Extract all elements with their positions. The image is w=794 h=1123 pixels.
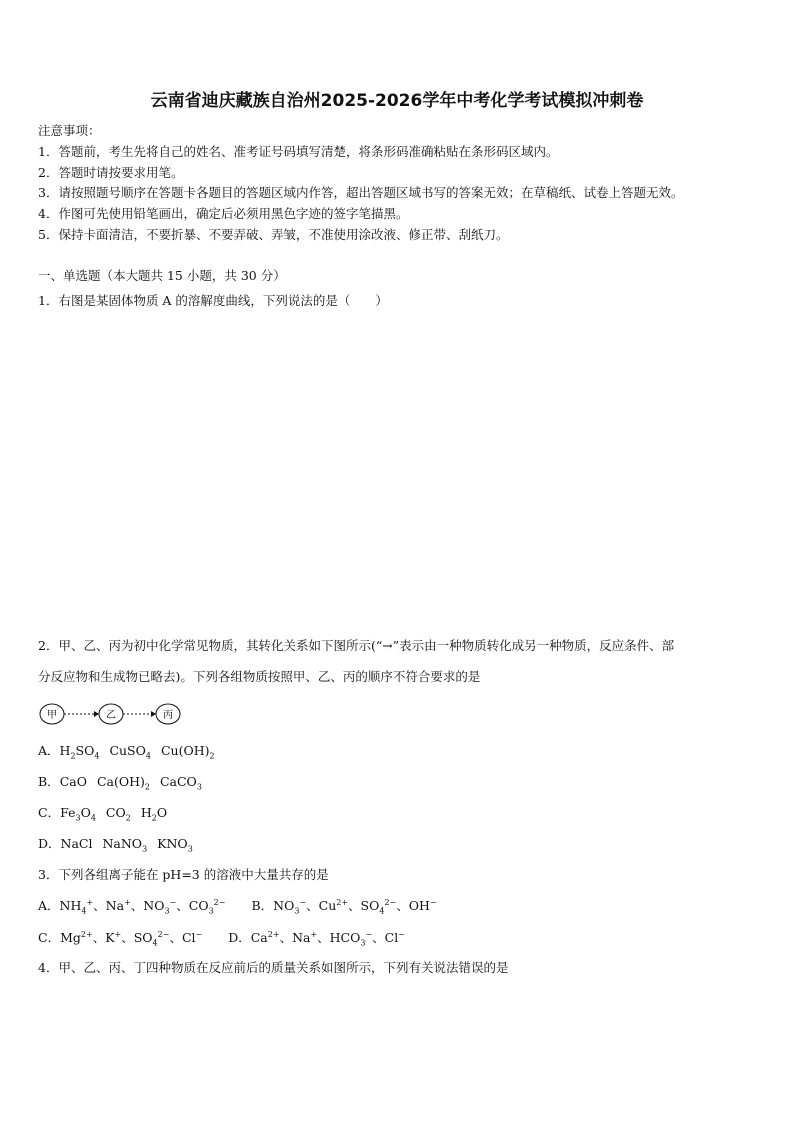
question-3-stem: 3．下列各组离子能在 pH=3 的溶液中大量共存的是 bbox=[38, 867, 329, 882]
q3-options-ab: A．$NH_4^+$、Na+、$NO_3^-$、$CO_3^{2-}$ B．$NO_3^-$、$Cu^{2+}$、$SO_4^{2-}$、OH− bbox=[38, 897, 437, 916]
page-title: 云南省迪庆藏族自治州2025-2026学年中考化学考试模拟冲刺卷 bbox=[150, 91, 644, 111]
q3-options-cd: C．$Mg^{2+}$、K+、$SO_4^{2-}$、Cl− D．$Ca^{2+}$、Na+、$HCO_3^-$、Cl− bbox=[38, 929, 405, 948]
notice-item-5: 5．保持卡面清洁，不要折暴、不要弄破、弄皱，不准使用涂改液、修正带、刮纸刀。 bbox=[38, 227, 509, 242]
node-jia-label: 甲 bbox=[47, 710, 57, 721]
question-2-stem-line1: 2．甲、乙、丙为初中化学常见物质，其转化关系如下图所示(“→”表示由一种物质转化成另一种物质，反应条件、部 bbox=[38, 638, 675, 653]
notice-item-1: 1．答题前，考生先将自己的姓名、准考证号码填写清楚，将条形码准确粘贴在条形码区域内。 bbox=[38, 144, 559, 159]
notice-item-2: 2．答题时请按要求用笔。 bbox=[38, 165, 184, 180]
notice-item-3: 3．请按照题号顺序在答题卡各题目的答题区域内作答，超出答题区域书写的答案无效；在草稿纸、试卷上答题无效。 bbox=[38, 185, 684, 200]
q2-option-c: C．$Fe_3O_4$ $CO_2$ $H_2O$ bbox=[38, 805, 168, 823]
question-1-stem: 1．右图是某固体物质 A 的溶解度曲线，下列说法的是（ ） bbox=[38, 293, 388, 308]
node-bing-label: 丙 bbox=[163, 710, 173, 721]
conversion-diagram bbox=[38, 700, 198, 730]
question-4-stem: 4．甲、乙、丙、丁四种物质在反应前后的质量关系如图所示，下列有关说法错误的是 bbox=[38, 960, 509, 975]
notice-heading: 注意事项： bbox=[38, 123, 101, 138]
q2-option-b: B．CaO $Ca(OH)_2$ CaCO$_3$ bbox=[38, 774, 202, 792]
arrow-2-head bbox=[151, 711, 156, 717]
section-heading: 一、单选题（本大题共 15 小题，共 30 分） bbox=[38, 268, 286, 283]
node-yi-label: 乙 bbox=[106, 710, 116, 721]
q2-option-d: D．NaCl NaNO$_3$ $KNO_3$ bbox=[38, 836, 193, 854]
arrow-1-head bbox=[94, 711, 99, 717]
q2-option-a: A．$H_2SO_4$ CuSO$_4$ $Cu(OH)_2$ bbox=[38, 743, 215, 761]
question-2-stem-line2: 分反应物和生成物已略去)。下列各组物质按照甲、乙、丙的顺序不符合要求的是 bbox=[38, 669, 481, 684]
notice-item-4: 4．作图可先使用铅笔画出，确定后必须用黑色字迹的签字笔描黑。 bbox=[38, 206, 409, 221]
